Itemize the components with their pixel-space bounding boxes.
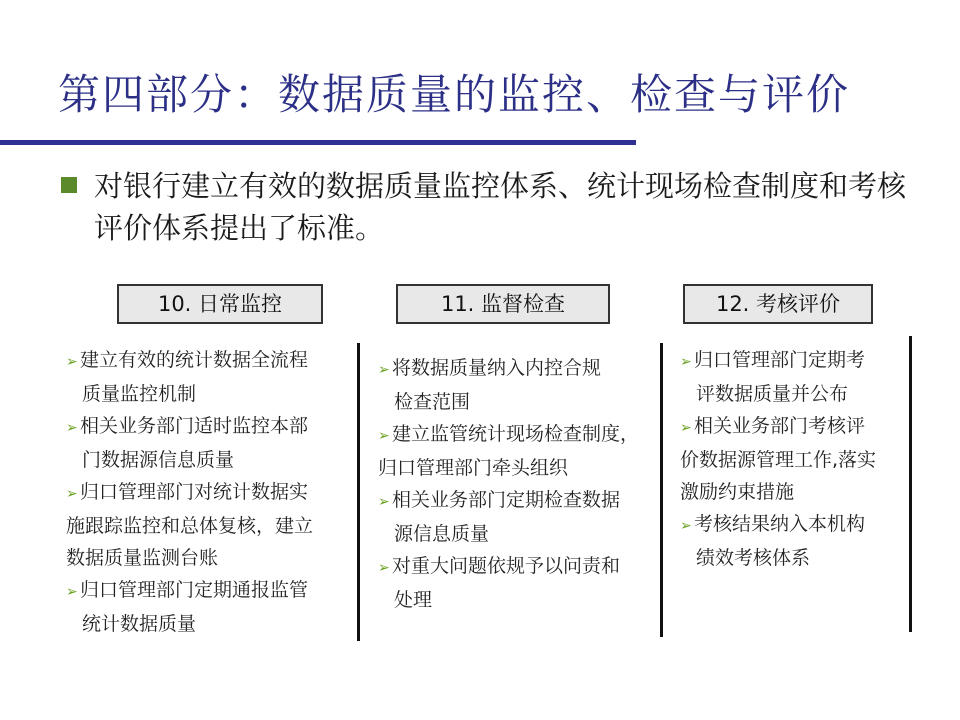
column-supervision-inspection	[378, 352, 660, 616]
arrow-bullet-icon: ➢	[378, 494, 390, 510]
list-item: ➢ 建立有效的统计数据全流程 质量监控机制	[66, 344, 351, 410]
list-item: ➢ 建立监管统计现场检查制度， 归口管理部门牵头组织	[378, 418, 660, 484]
list-item: ➢ 归口管理部门定期通报监管 统计数据质量	[66, 574, 351, 640]
title-underline	[0, 140, 636, 145]
list-item: ➢ 归口管理部门定期考 评数据质量并公布	[680, 344, 908, 410]
column-assessment-evaluation	[680, 344, 908, 574]
list-item: ➢ 考核结果纳入本机构 绩效考核体系	[680, 508, 908, 574]
list-item: ➢ 相关业务部门适时监控本部 门数据源信息质量	[66, 410, 351, 476]
arrow-bullet-icon: ➢	[378, 362, 390, 378]
arrow-bullet-icon: ➢	[66, 486, 78, 502]
arrow-bullet-icon: ➢	[378, 428, 390, 444]
heading-assessment-evaluation: 12. 考核评价	[683, 284, 873, 324]
list-item: ➢ 将数据质量纳入内控合规 检查范围	[378, 352, 660, 418]
heading-daily-monitoring: 10. 日常监控	[117, 284, 323, 324]
intro-text: 对银行建立有效的数据质量监控体系、统计现场检查制度和考核评价体系提出了标准。	[94, 169, 907, 245]
list-item: ➢ 归口管理部门对统计数据实 施跟踪监控和总体复核，建立 数据质量监测台账	[66, 476, 351, 574]
column-daily-monitoring	[66, 344, 351, 640]
column-divider-1	[357, 343, 360, 641]
list-item: ➢ 相关业务部门考核评 价数据源管理工作,落实 激励约束措施	[680, 410, 908, 508]
arrow-bullet-icon: ➢	[680, 518, 692, 534]
heading-supervision-inspection: 11. 监督检查	[396, 284, 610, 324]
arrow-bullet-icon: ➢	[66, 584, 78, 600]
arrow-bullet-icon: ➢	[66, 354, 78, 370]
page-title: 第四部分：数据质量的监控、检查与评价	[58, 70, 851, 119]
arrow-bullet-icon: ➢	[680, 420, 692, 436]
square-bullet-icon	[61, 177, 77, 193]
list-item: ➢ 对重大问题依规予以问责和 处理	[378, 550, 660, 616]
arrow-bullet-icon: ➢	[378, 560, 390, 576]
arrow-bullet-icon: ➢	[66, 420, 78, 436]
column-divider-3	[909, 336, 912, 632]
column-divider-2	[660, 343, 663, 637]
arrow-bullet-icon: ➢	[680, 354, 692, 370]
list-item: ➢ 相关业务部门定期检查数据 源信息质量	[378, 484, 660, 550]
